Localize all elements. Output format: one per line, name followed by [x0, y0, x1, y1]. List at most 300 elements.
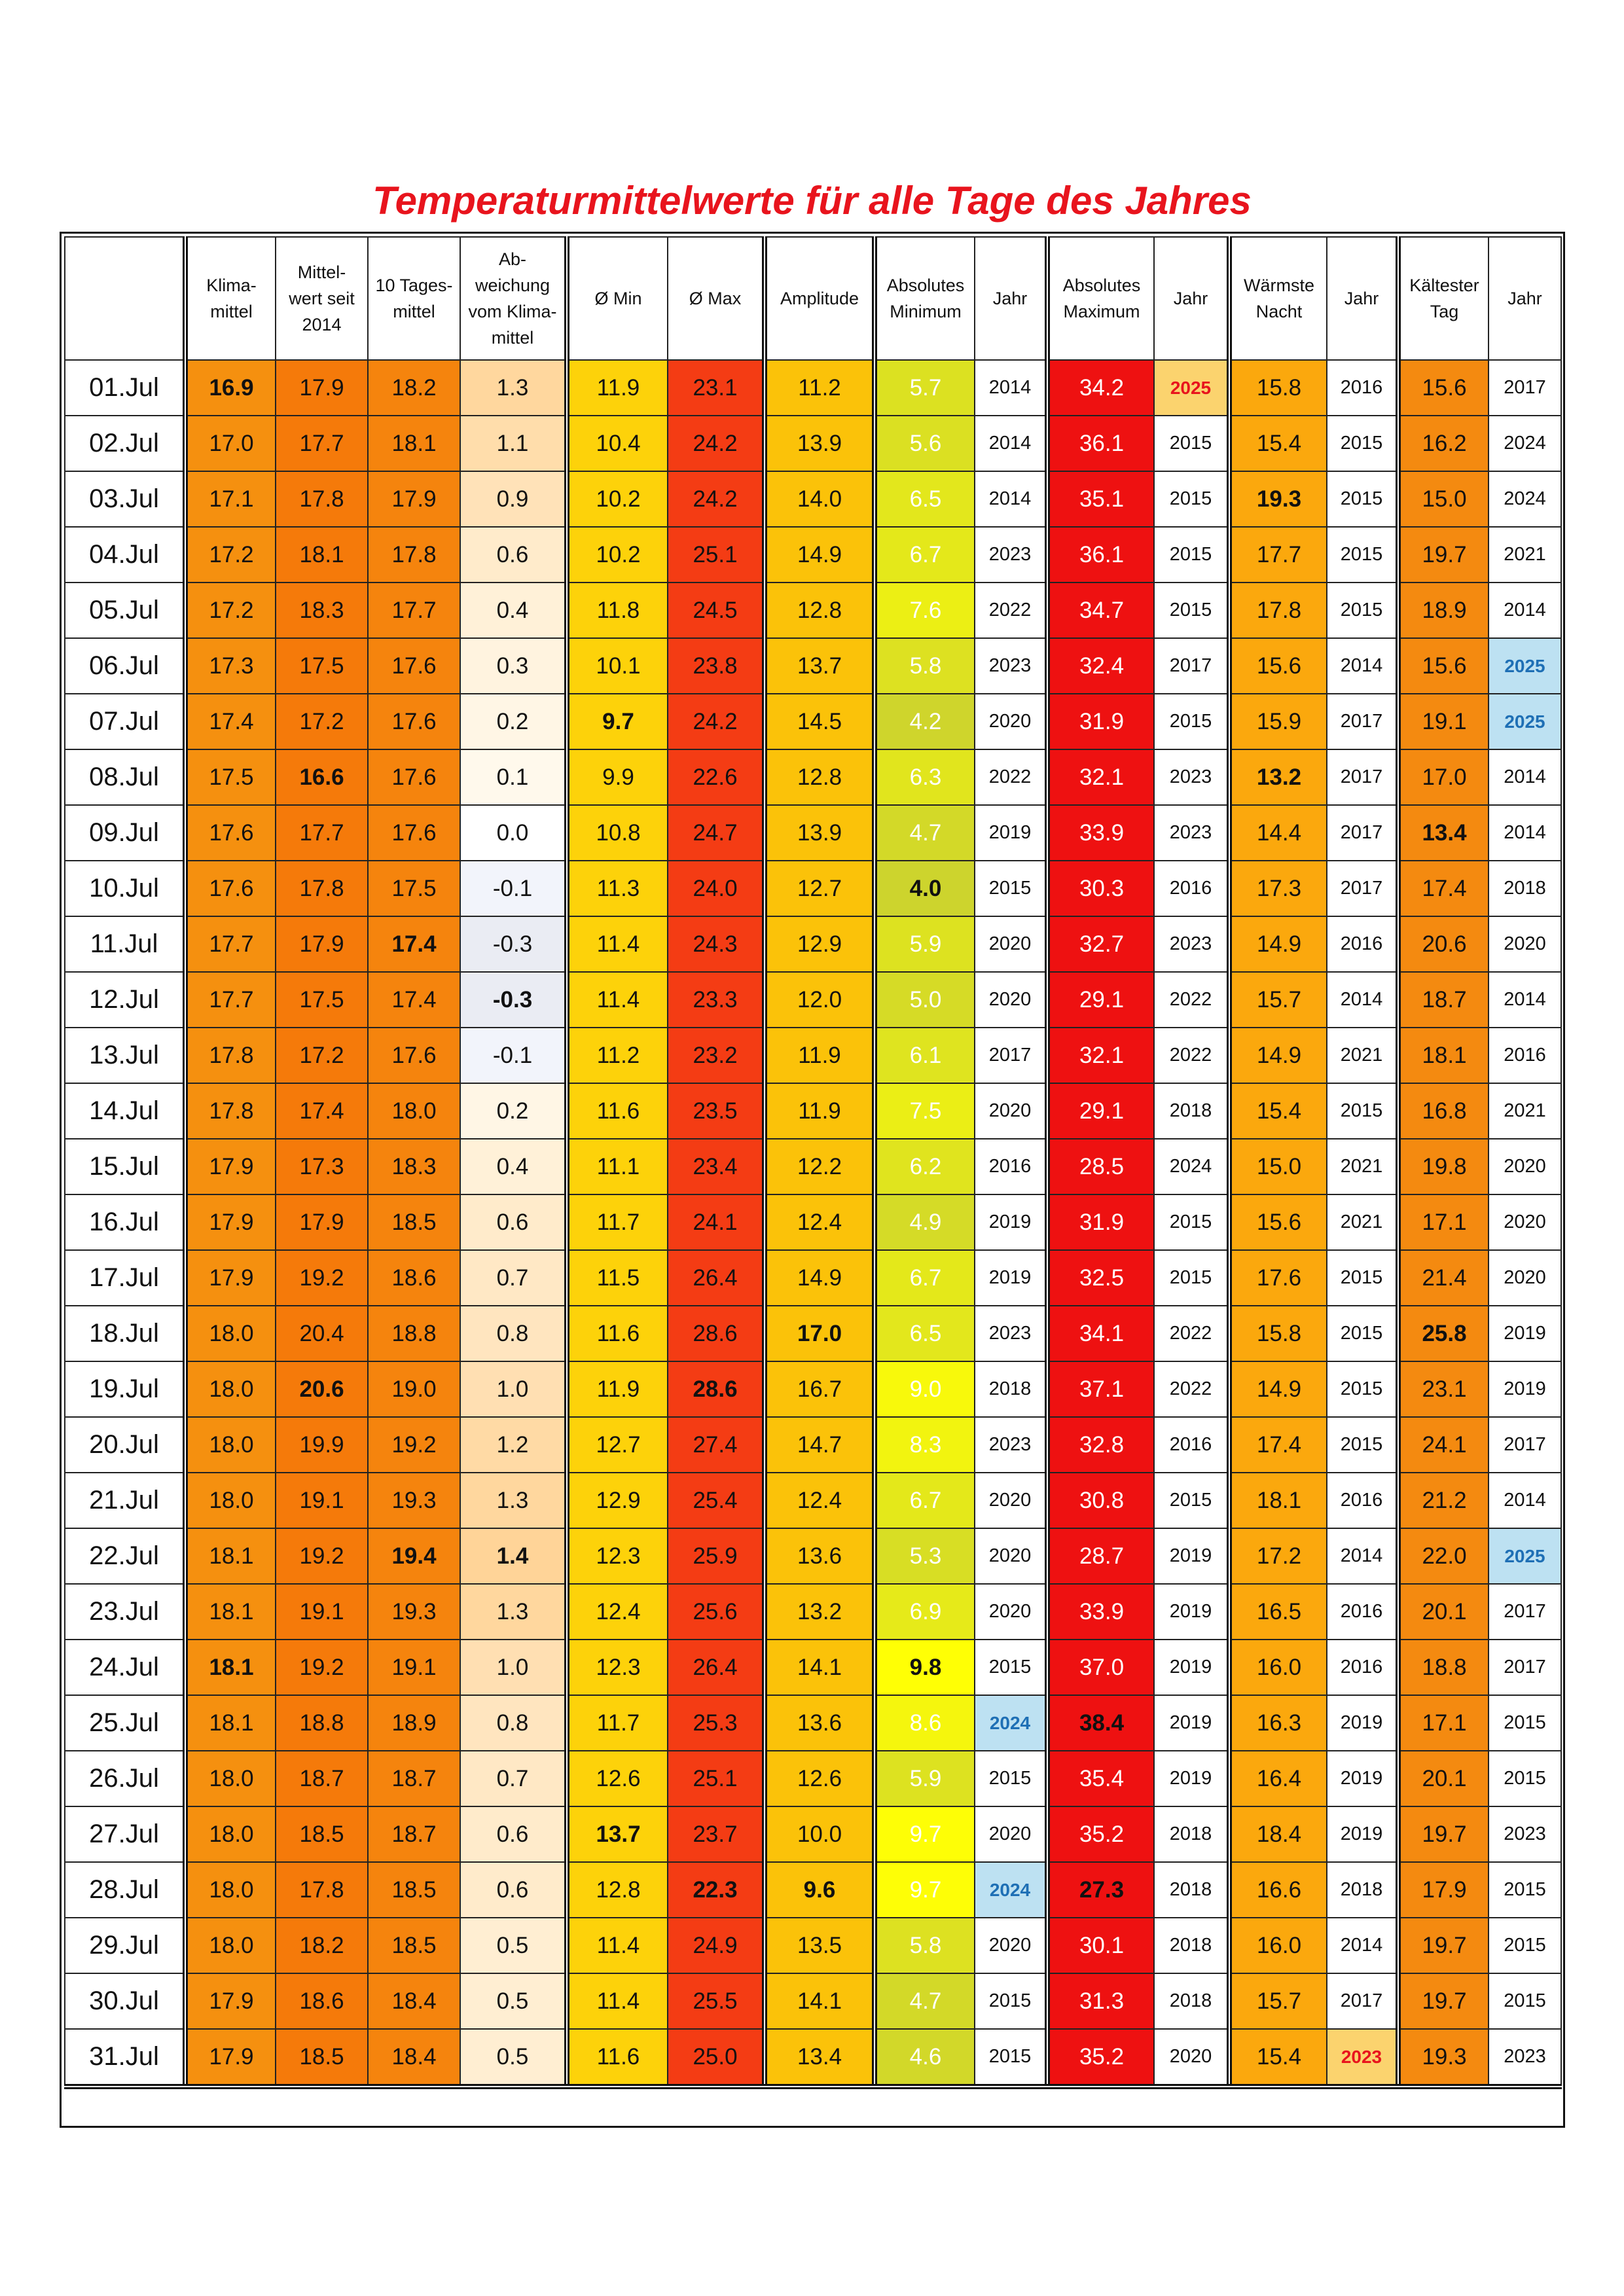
- header-row: [65, 237, 1561, 360]
- jahr-min-cell: 2020: [975, 694, 1047, 749]
- mittelwert-cell: 18.1: [276, 527, 368, 583]
- mittelwert-cell: 18.7: [276, 1751, 368, 1806]
- row-date: 26.Jul: [65, 1751, 185, 1806]
- table-row: [65, 1584, 1561, 1640]
- header-max: Ø Max: [668, 237, 765, 360]
- absolutes-maximum-cell: 29.1: [1047, 1083, 1154, 1139]
- jahr-min-cell: 2015: [975, 2029, 1047, 2087]
- mittelwert-cell: 19.1: [276, 1584, 368, 1640]
- min-cell: 11.7: [567, 1695, 668, 1751]
- abweichung-cell: 1.3: [460, 1584, 567, 1640]
- waermste-nacht-cell: 13.2: [1229, 749, 1327, 805]
- kaeltester-tag-cell: 22.0: [1398, 1528, 1489, 1584]
- table-row: [65, 1973, 1561, 2029]
- jahr-max-cell: 2019: [1154, 1695, 1229, 1751]
- table-row: [65, 527, 1561, 583]
- klimamittel-cell: 18.0: [185, 1751, 276, 1806]
- kaeltester-tag-cell: 16.2: [1398, 416, 1489, 471]
- abweichung-cell: 0.2: [460, 694, 567, 749]
- jahr-nacht-cell: 2014: [1327, 972, 1398, 1028]
- tagesmittel-cell: 18.6: [368, 1250, 460, 1306]
- absolutes-minimum-cell: 6.5: [875, 1306, 975, 1361]
- amplitude-cell: 13.9: [765, 805, 875, 861]
- jahr-nacht-cell: 2019: [1327, 1695, 1398, 1751]
- jahr-tag-cell: 2018: [1489, 861, 1561, 916]
- amplitude-cell: 13.7: [765, 638, 875, 694]
- absolutes-maximum-cell: 28.5: [1047, 1139, 1154, 1194]
- waermste-nacht-cell: 15.6: [1229, 638, 1327, 694]
- absolutes-minimum-cell: 9.8: [875, 1640, 975, 1695]
- absolutes-minimum-cell: 6.2: [875, 1139, 975, 1194]
- jahr-min-cell: 2017: [975, 1028, 1047, 1083]
- waermste-nacht-cell: 15.4: [1229, 416, 1327, 471]
- jahr-max-cell: 2018: [1154, 1918, 1229, 1973]
- absolutes-maximum-cell: 35.2: [1047, 2029, 1154, 2087]
- max-cell: 24.0: [668, 861, 765, 916]
- amplitude-cell: 17.0: [765, 1306, 875, 1361]
- jahr-tag-cell: 2020: [1489, 1250, 1561, 1306]
- abweichung-cell: -0.3: [460, 972, 567, 1028]
- tagesmittel-cell: 19.4: [368, 1528, 460, 1584]
- header-kaeltester-tag: Kältester Tag: [1398, 237, 1489, 360]
- min-cell: 10.2: [567, 527, 668, 583]
- jahr-tag-cell: 2017: [1489, 1640, 1561, 1695]
- tagesmittel-cell: 18.7: [368, 1751, 460, 1806]
- jahr-tag-cell: 2014: [1489, 972, 1561, 1028]
- kaeltester-tag-cell: 19.7: [1398, 527, 1489, 583]
- waermste-nacht-cell: 16.4: [1229, 1751, 1327, 1806]
- absolutes-maximum-cell: 27.3: [1047, 1862, 1154, 1918]
- jahr-min-cell: 2020: [975, 1083, 1047, 1139]
- table-row: [65, 2029, 1561, 2087]
- jahr-tag-cell: 2015: [1489, 1695, 1561, 1751]
- absolutes-minimum-cell: 8.6: [875, 1695, 975, 1751]
- min-cell: 12.3: [567, 1528, 668, 1584]
- row-date: 27.Jul: [65, 1806, 185, 1862]
- abweichung-cell: 0.0: [460, 805, 567, 861]
- jahr-nacht-cell: 2019: [1327, 1751, 1398, 1806]
- jahr-max-cell: 2017: [1154, 638, 1229, 694]
- table-row: [65, 805, 1561, 861]
- tagesmittel-cell: 18.5: [368, 1918, 460, 1973]
- jahr-tag-cell: 2024: [1489, 471, 1561, 527]
- mittelwert-cell: 18.5: [276, 1806, 368, 1862]
- amplitude-cell: 12.7: [765, 861, 875, 916]
- row-date: 03.Jul: [65, 471, 185, 527]
- absolutes-maximum-cell: 34.1: [1047, 1306, 1154, 1361]
- waermste-nacht-cell: 17.2: [1229, 1528, 1327, 1584]
- mittelwert-cell: 16.6: [276, 749, 368, 805]
- table-row: [65, 1528, 1561, 1584]
- jahr-max-cell: 2015: [1154, 1473, 1229, 1528]
- jahr-tag-cell: 2014: [1489, 1473, 1561, 1528]
- abweichung-cell: 0.6: [460, 1194, 567, 1250]
- max-cell: 24.3: [668, 916, 765, 972]
- waermste-nacht-cell: 17.6: [1229, 1250, 1327, 1306]
- mittelwert-cell: 17.2: [276, 694, 368, 749]
- row-date: 14.Jul: [65, 1083, 185, 1139]
- absolutes-minimum-cell: 4.7: [875, 1973, 975, 2029]
- table-row: [65, 861, 1561, 916]
- abweichung-cell: 0.1: [460, 749, 567, 805]
- max-cell: 23.1: [668, 360, 765, 416]
- kaeltester-tag-cell: 17.0: [1398, 749, 1489, 805]
- jahr-nacht-cell: 2015: [1327, 1417, 1398, 1473]
- row-date: 18.Jul: [65, 1306, 185, 1361]
- klimamittel-cell: 17.9: [185, 1194, 276, 1250]
- absolutes-maximum-cell: 36.1: [1047, 527, 1154, 583]
- table-body: [65, 237, 1561, 2087]
- row-date: 05.Jul: [65, 583, 185, 638]
- jahr-min-cell: 2020: [975, 1918, 1047, 1973]
- tagesmittel-cell: 17.6: [368, 694, 460, 749]
- max-cell: 24.9: [668, 1918, 765, 1973]
- jahr-min-cell: 2023: [975, 638, 1047, 694]
- kaeltester-tag-cell: 18.7: [1398, 972, 1489, 1028]
- min-cell: 10.4: [567, 416, 668, 471]
- jahr-min-cell: 2019: [975, 1250, 1047, 1306]
- waermste-nacht-cell: 15.7: [1229, 1973, 1327, 2029]
- waermste-nacht-cell: 14.9: [1229, 1361, 1327, 1417]
- absolutes-minimum-cell: 9.0: [875, 1361, 975, 1417]
- jahr-max-cell: 2022: [1154, 1306, 1229, 1361]
- jahr-tag-cell: 2023: [1489, 2029, 1561, 2087]
- jahr-nacht-cell: 2015: [1327, 416, 1398, 471]
- klimamittel-cell: 18.0: [185, 1862, 276, 1918]
- amplitude-cell: 11.2: [765, 360, 875, 416]
- mittelwert-cell: 19.1: [276, 1473, 368, 1528]
- tagesmittel-cell: 17.6: [368, 1028, 460, 1083]
- jahr-nacht-cell: 2015: [1327, 1250, 1398, 1306]
- header-abweichung: Ab- weichung vom Klima- mittel: [460, 237, 567, 360]
- absolutes-minimum-cell: 6.3: [875, 749, 975, 805]
- absolutes-minimum-cell: 9.7: [875, 1862, 975, 1918]
- jahr-min-cell: 2020: [975, 1806, 1047, 1862]
- max-cell: 25.5: [668, 1973, 765, 2029]
- header-jahr-min: Jahr: [975, 237, 1047, 360]
- amplitude-cell: 11.9: [765, 1028, 875, 1083]
- table-row: [65, 916, 1561, 972]
- jahr-max-cell: 2015: [1154, 416, 1229, 471]
- waermste-nacht-cell: 16.0: [1229, 1640, 1327, 1695]
- kaeltester-tag-cell: 15.6: [1398, 360, 1489, 416]
- table-row: [65, 360, 1561, 416]
- row-date: 22.Jul: [65, 1528, 185, 1584]
- tagesmittel-cell: 18.0: [368, 1083, 460, 1139]
- jahr-tag-cell: 2017: [1489, 1584, 1561, 1640]
- max-cell: 28.6: [668, 1361, 765, 1417]
- max-cell: 24.1: [668, 1194, 765, 1250]
- table-row: [65, 749, 1561, 805]
- kaeltester-tag-cell: 17.1: [1398, 1695, 1489, 1751]
- header-jahr-tag: Jahr: [1489, 237, 1561, 360]
- min-cell: 11.8: [567, 583, 668, 638]
- tagesmittel-cell: 19.3: [368, 1584, 460, 1640]
- row-date: 21.Jul: [65, 1473, 185, 1528]
- klimamittel-cell: 17.9: [185, 1973, 276, 2029]
- jahr-nacht-cell: 2016: [1327, 1473, 1398, 1528]
- klimamittel-cell: 17.6: [185, 861, 276, 916]
- tagesmittel-cell: 18.8: [368, 1306, 460, 1361]
- jahr-nacht-cell: 2015: [1327, 1083, 1398, 1139]
- jahr-nacht-cell: 2023: [1327, 2029, 1398, 2087]
- amplitude-cell: 14.1: [765, 1640, 875, 1695]
- absolutes-maximum-cell: 34.2: [1047, 360, 1154, 416]
- jahr-max-cell: 2020: [1154, 2029, 1229, 2087]
- row-date: 01.Jul: [65, 360, 185, 416]
- table-row: [65, 1918, 1561, 1973]
- klimamittel-cell: 17.2: [185, 583, 276, 638]
- waermste-nacht-cell: 15.4: [1229, 2029, 1327, 2087]
- table-row: [65, 1250, 1561, 1306]
- jahr-tag-cell: 2023: [1489, 1806, 1561, 1862]
- abweichung-cell: 0.2: [460, 1083, 567, 1139]
- jahr-max-cell: 2016: [1154, 861, 1229, 916]
- row-date: 08.Jul: [65, 749, 185, 805]
- waermste-nacht-cell: 19.3: [1229, 471, 1327, 527]
- min-cell: 10.2: [567, 471, 668, 527]
- jahr-nacht-cell: 2016: [1327, 1584, 1398, 1640]
- jahr-max-cell: 2023: [1154, 749, 1229, 805]
- min-cell: 11.4: [567, 972, 668, 1028]
- abweichung-cell: 0.6: [460, 1806, 567, 1862]
- jahr-tag-cell: 2017: [1489, 1417, 1561, 1473]
- amplitude-cell: 12.4: [765, 1194, 875, 1250]
- waermste-nacht-cell: 16.6: [1229, 1862, 1327, 1918]
- temperature-table: [64, 236, 1562, 2089]
- jahr-max-cell: 2025: [1154, 360, 1229, 416]
- kaeltester-tag-cell: 19.8: [1398, 1139, 1489, 1194]
- absolutes-minimum-cell: 5.9: [875, 1751, 975, 1806]
- waermste-nacht-cell: 14.9: [1229, 916, 1327, 972]
- absolutes-minimum-cell: 5.9: [875, 916, 975, 972]
- max-cell: 25.1: [668, 527, 765, 583]
- jahr-tag-cell: 2021: [1489, 1083, 1561, 1139]
- kaeltester-tag-cell: 17.4: [1398, 861, 1489, 916]
- row-date: 19.Jul: [65, 1361, 185, 1417]
- absolutes-minimum-cell: 5.7: [875, 360, 975, 416]
- header-jahr-nacht: Jahr: [1327, 237, 1398, 360]
- tagesmittel-cell: 17.7: [368, 583, 460, 638]
- jahr-nacht-cell: 2014: [1327, 1918, 1398, 1973]
- row-date: 31.Jul: [65, 2029, 185, 2087]
- jahr-max-cell: 2018: [1154, 1862, 1229, 1918]
- tagesmittel-cell: 18.2: [368, 360, 460, 416]
- header-min: Ø Min: [567, 237, 668, 360]
- waermste-nacht-cell: 15.9: [1229, 694, 1327, 749]
- table-row: [65, 1139, 1561, 1194]
- tagesmittel-cell: 19.3: [368, 1473, 460, 1528]
- jahr-nacht-cell: 2015: [1327, 471, 1398, 527]
- amplitude-cell: 13.2: [765, 1584, 875, 1640]
- jahr-min-cell: 2014: [975, 416, 1047, 471]
- jahr-max-cell: 2015: [1154, 1194, 1229, 1250]
- abweichung-cell: 1.0: [460, 1640, 567, 1695]
- amplitude-cell: 11.9: [765, 1083, 875, 1139]
- mittelwert-cell: 20.4: [276, 1306, 368, 1361]
- jahr-nacht-cell: 2016: [1327, 916, 1398, 972]
- jahr-tag-cell: 2014: [1489, 583, 1561, 638]
- absolutes-maximum-cell: 37.1: [1047, 1361, 1154, 1417]
- amplitude-cell: 9.6: [765, 1862, 875, 1918]
- min-cell: 11.4: [567, 916, 668, 972]
- klimamittel-cell: 17.3: [185, 638, 276, 694]
- waermste-nacht-cell: 14.9: [1229, 1028, 1327, 1083]
- absolutes-minimum-cell: 9.7: [875, 1806, 975, 1862]
- tagesmittel-cell: 17.5: [368, 861, 460, 916]
- absolutes-maximum-cell: 31.9: [1047, 1194, 1154, 1250]
- mittelwert-cell: 17.3: [276, 1139, 368, 1194]
- absolutes-maximum-cell: 32.1: [1047, 1028, 1154, 1083]
- amplitude-cell: 14.9: [765, 1250, 875, 1306]
- table-row: [65, 1194, 1561, 1250]
- max-cell: 24.2: [668, 471, 765, 527]
- header-amplitude: Amplitude: [765, 237, 875, 360]
- row-date: 15.Jul: [65, 1139, 185, 1194]
- abweichung-cell: 0.3: [460, 638, 567, 694]
- mittelwert-cell: 17.7: [276, 805, 368, 861]
- min-cell: 11.1: [567, 1139, 668, 1194]
- jahr-min-cell: 2015: [975, 1751, 1047, 1806]
- kaeltester-tag-cell: 21.4: [1398, 1250, 1489, 1306]
- jahr-min-cell: 2020: [975, 916, 1047, 972]
- jahr-max-cell: 2019: [1154, 1751, 1229, 1806]
- absolutes-minimum-cell: 4.2: [875, 694, 975, 749]
- jahr-min-cell: 2015: [975, 1640, 1047, 1695]
- row-date: 20.Jul: [65, 1417, 185, 1473]
- header-absolutes-maximum: Absolutes Maximum: [1047, 237, 1154, 360]
- jahr-tag-cell: 2016: [1489, 1028, 1561, 1083]
- klimamittel-cell: 17.7: [185, 916, 276, 972]
- klimamittel-cell: 17.2: [185, 527, 276, 583]
- waermste-nacht-cell: 17.8: [1229, 583, 1327, 638]
- jahr-min-cell: 2016: [975, 1139, 1047, 1194]
- jahr-tag-cell: 2020: [1489, 916, 1561, 972]
- waermste-nacht-cell: 15.6: [1229, 1194, 1327, 1250]
- absolutes-minimum-cell: 6.9: [875, 1584, 975, 1640]
- jahr-max-cell: 2022: [1154, 972, 1229, 1028]
- klimamittel-cell: 18.0: [185, 1473, 276, 1528]
- klimamittel-cell: 17.6: [185, 805, 276, 861]
- abweichung-cell: 0.6: [460, 527, 567, 583]
- row-date: 09.Jul: [65, 805, 185, 861]
- jahr-nacht-cell: 2017: [1327, 749, 1398, 805]
- row-date: 11.Jul: [65, 916, 185, 972]
- absolutes-maximum-cell: 32.4: [1047, 638, 1154, 694]
- jahr-tag-cell: 2020: [1489, 1194, 1561, 1250]
- kaeltester-tag-cell: 19.7: [1398, 1806, 1489, 1862]
- min-cell: 12.9: [567, 1473, 668, 1528]
- tagesmittel-cell: 17.8: [368, 527, 460, 583]
- absolutes-minimum-cell: 5.8: [875, 1918, 975, 1973]
- max-cell: 22.6: [668, 749, 765, 805]
- jahr-max-cell: 2015: [1154, 1250, 1229, 1306]
- absolutes-maximum-cell: 38.4: [1047, 1695, 1154, 1751]
- mittelwert-cell: 18.5: [276, 2029, 368, 2087]
- kaeltester-tag-cell: 16.8: [1398, 1083, 1489, 1139]
- mittelwert-cell: 19.2: [276, 1250, 368, 1306]
- klimamittel-cell: 17.5: [185, 749, 276, 805]
- row-date: 17.Jul: [65, 1250, 185, 1306]
- jahr-min-cell: 2022: [975, 749, 1047, 805]
- absolutes-maximum-cell: 31.9: [1047, 694, 1154, 749]
- max-cell: 23.3: [668, 972, 765, 1028]
- table-row: [65, 1640, 1561, 1695]
- jahr-max-cell: 2015: [1154, 694, 1229, 749]
- absolutes-minimum-cell: 7.6: [875, 583, 975, 638]
- absolutes-maximum-cell: 30.3: [1047, 861, 1154, 916]
- tagesmittel-cell: 19.0: [368, 1361, 460, 1417]
- jahr-min-cell: 2019: [975, 805, 1047, 861]
- absolutes-minimum-cell: 5.8: [875, 638, 975, 694]
- jahr-max-cell: 2023: [1154, 805, 1229, 861]
- jahr-tag-cell: 2015: [1489, 1918, 1561, 1973]
- jahr-min-cell: 2020: [975, 1528, 1047, 1584]
- min-cell: 11.3: [567, 861, 668, 916]
- amplitude-cell: 10.0: [765, 1806, 875, 1862]
- jahr-min-cell: 2023: [975, 1306, 1047, 1361]
- klimamittel-cell: 17.4: [185, 694, 276, 749]
- mittelwert-cell: 19.9: [276, 1417, 368, 1473]
- mittelwert-cell: 18.8: [276, 1695, 368, 1751]
- klimamittel-cell: 17.0: [185, 416, 276, 471]
- klimamittel-cell: 17.1: [185, 471, 276, 527]
- tagesmittel-cell: 18.5: [368, 1194, 460, 1250]
- tagesmittel-cell: 17.4: [368, 916, 460, 972]
- row-date: 02.Jul: [65, 416, 185, 471]
- kaeltester-tag-cell: 24.1: [1398, 1417, 1489, 1473]
- absolutes-minimum-cell: 6.7: [875, 1473, 975, 1528]
- row-date: 07.Jul: [65, 694, 185, 749]
- jahr-max-cell: 2015: [1154, 527, 1229, 583]
- jahr-min-cell: 2023: [975, 527, 1047, 583]
- jahr-tag-cell: 2015: [1489, 1751, 1561, 1806]
- jahr-nacht-cell: 2017: [1327, 694, 1398, 749]
- max-cell: 26.4: [668, 1250, 765, 1306]
- absolutes-minimum-cell: 6.7: [875, 1250, 975, 1306]
- mittelwert-cell: 17.9: [276, 1194, 368, 1250]
- mittelwert-cell: 17.5: [276, 638, 368, 694]
- max-cell: 24.2: [668, 694, 765, 749]
- table-row: [65, 1083, 1561, 1139]
- header-waermste-nacht: Wärmste Nacht: [1229, 237, 1327, 360]
- kaeltester-tag-cell: 20.1: [1398, 1751, 1489, 1806]
- abweichung-cell: 0.5: [460, 1973, 567, 2029]
- absolutes-minimum-cell: 5.6: [875, 416, 975, 471]
- row-date: 06.Jul: [65, 638, 185, 694]
- abweichung-cell: 0.7: [460, 1751, 567, 1806]
- tagesmittel-cell: 18.5: [368, 1862, 460, 1918]
- jahr-min-cell: 2020: [975, 1473, 1047, 1528]
- max-cell: 22.3: [668, 1862, 765, 1918]
- min-cell: 11.6: [567, 1083, 668, 1139]
- absolutes-maximum-cell: 30.1: [1047, 1918, 1154, 1973]
- max-cell: 23.5: [668, 1083, 765, 1139]
- min-cell: 11.6: [567, 1306, 668, 1361]
- absolutes-minimum-cell: 7.5: [875, 1083, 975, 1139]
- kaeltester-tag-cell: 18.8: [1398, 1640, 1489, 1695]
- mittelwert-cell: 17.9: [276, 916, 368, 972]
- kaeltester-tag-cell: 25.8: [1398, 1306, 1489, 1361]
- row-date: 25.Jul: [65, 1695, 185, 1751]
- min-cell: 9.9: [567, 749, 668, 805]
- waermste-nacht-cell: 18.1: [1229, 1473, 1327, 1528]
- mittelwert-cell: 17.8: [276, 471, 368, 527]
- jahr-min-cell: 2014: [975, 360, 1047, 416]
- jahr-max-cell: 2019: [1154, 1640, 1229, 1695]
- klimamittel-cell: 17.7: [185, 972, 276, 1028]
- absolutes-maximum-cell: 30.8: [1047, 1473, 1154, 1528]
